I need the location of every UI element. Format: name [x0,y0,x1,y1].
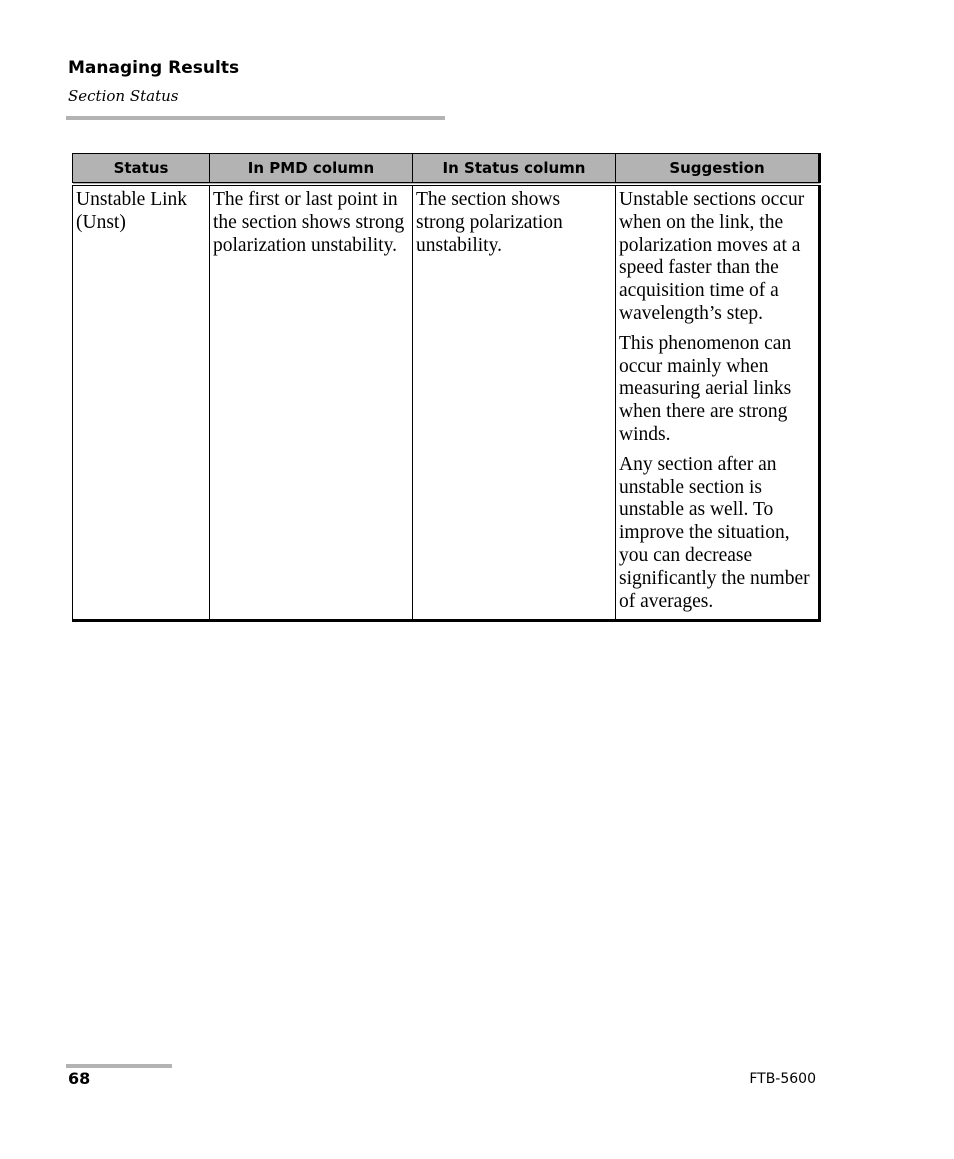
section-subtitle: Section Status [68,87,179,105]
footer-divider [66,1064,172,1068]
column-header-status: Status [73,154,210,185]
page-number: 68 [68,1069,91,1088]
suggestion-paragraph: This phenomenon can occur mainly when measuring aerial links when there are strong winds. [619,332,792,445]
cell-in-pmd: The first or last point in the section shows strong polarization unstability. [210,184,413,621]
cell-suggestion [616,184,820,621]
page-title: Managing Results [68,58,240,78]
cell-in-status: The section shows strong polarization unstability. [413,184,616,621]
table-header-row [73,154,820,185]
document-id: FTB-5600 [749,1071,816,1087]
column-header-suggestion: Suggestion [616,154,820,185]
suggestion-paragraph: Unstable sections occur when on the link, the polarization moves at a speed faster than the acquisition time of a wavelength’s step. [619,189,805,324]
suggestion-paragraph: Any section after an unstable section is unstable as well. To improve the situation, you can decrease significantly the number of averages. [619,453,810,612]
header-divider [66,116,445,120]
column-header-status-column: In Status column [413,154,616,185]
status-table [72,153,821,622]
table-row [73,184,820,621]
column-header-pmd: In PMD column [210,154,413,185]
cell-status: Unstable Link (Unst) [73,184,210,621]
